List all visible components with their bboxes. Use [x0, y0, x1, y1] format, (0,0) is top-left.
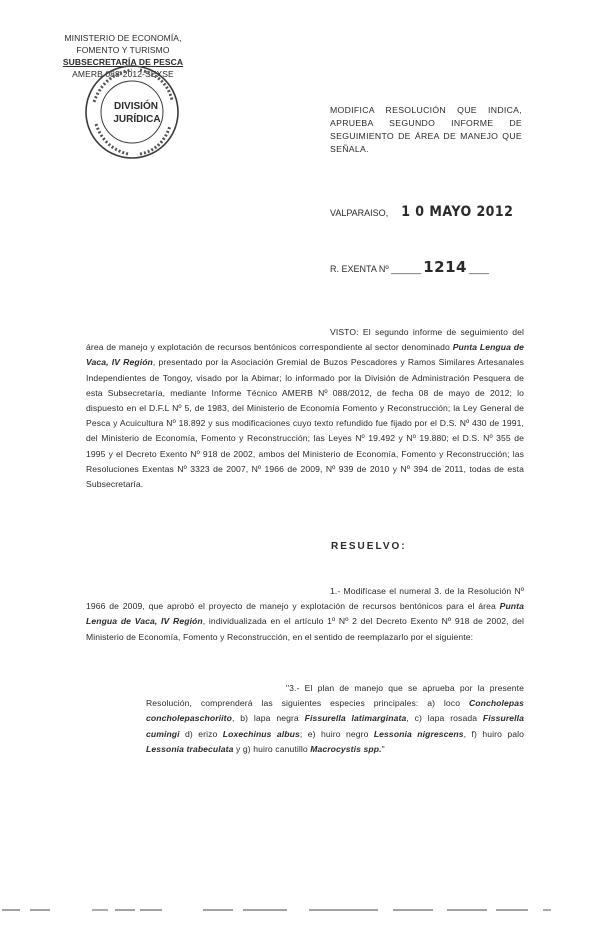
subject-heading: MODIFICA RESOLUCIÓN QUE INDICA, APRUEBA SEGUNDO INFORME DE SEGUIMIENTO DE ÁREA DE MANEJO QUE SEÑALA.	[330, 105, 522, 154]
species-quote-paragraph	[146, 681, 524, 757]
footer-scan-dashes	[0, 905, 600, 915]
quote-text-5: ; e) huiro negro	[299, 728, 374, 739]
article-1-text-1: 1.- Modifícase el numeral 3. de la Resolución Nº 1966 de 2009, que aprobó el proyecto de manejo y explotación de recursos bentónicos para el área	[86, 586, 524, 612]
ministry-name-line2: FOMENTO Y TURISMO	[76, 45, 170, 55]
stamp-text-line1: DIVISIÓN	[114, 101, 158, 112]
species-huiro-canutillo: Macrocystis spp.	[310, 743, 382, 754]
article-1-paragraph	[86, 584, 524, 645]
place-and-date	[330, 204, 550, 220]
quote-text-8: "	[381, 743, 385, 754]
species-lapa-rosada: Fissurella cumingi	[146, 713, 525, 739]
date-stamp: 1 0 MAYO 2012	[400, 204, 514, 220]
species-lapa-negra: Fissurella latimarginata	[304, 713, 407, 724]
resolution-number-value: 1214	[423, 258, 467, 276]
quote-text-7: y g) huiro canutillo	[233, 743, 311, 754]
species-huiro-negro: Lessonia nigrescens	[373, 728, 464, 739]
article-1-area-name: Punta Lengua de Vaca, IV Región	[86, 601, 524, 627]
resuelvo-heading: RESUELVO:	[331, 541, 407, 552]
quote-text-2: , b) lapa negra	[231, 713, 305, 724]
juridical-division-stamp	[82, 62, 182, 162]
visto-text-2: , presentado por la Asociación Gremial de Buzos Pescadores y Ramos Similares Artesanales Independientes de Tongoy, visado por la Abimar; lo informado por la División de Administración Pesquera de esta Subsecretaría, mediante Informe Técnico AMERB Nº 088/2012, de fecha 08 de mayo de 2012; lo dispuesto en el D.F.L Nº 5, de 1983, del Ministerio de Economía Fomento y Reconstrucción; la Ley General de Pesca y Acuicultura Nº 18.892 y sus modificaciones cuyo texto refundido fue fijado por el D.S. Nº 430 de 1991, del Ministerio de Economía, Fomento y Reconstrucción; las Leyes Nº 19.492 y Nº 19.880; el D.S. Nº 355 de 1995 y el Decreto Exento Nº 918 de 2002, ambos del Ministerio de Economía, Fomento y Reconstrucción; las Resoluciones Exentas Nº 3323 de 2007, Nº 1966 de 2009, Nº 939 de 2010 y Nº 394 de 2011, todas de esta Subsecretaría.	[86, 357, 524, 490]
species-huiro-palo: Lessonia trabeculata	[146, 743, 234, 754]
quote-text-1: "3.- El plan de manejo que se aprueba por la presente Resolución, comprenderá las siguientes especies principales: a) loco	[146, 683, 524, 709]
article-1-text-2: , individualizada en el artículo 1º Nº 2 del Decreto Exento Nº 918 de 2002, del Ministerio de Economía, Fomento y Reconstrucción, en el sentido de reemplazarlo por el siguiente:	[86, 616, 525, 642]
species-loco: Concholepas concholepaschoriito	[146, 698, 524, 724]
visto-text-1: VISTO: El segundo informe de seguimiento del área de manejo y explotación de recursos bentónicos correspondiente al sector denominado	[86, 327, 524, 353]
quote-text-4: d) erizo	[179, 728, 223, 739]
visto-paragraph	[86, 325, 524, 492]
species-erizo: Loxechinus albus	[222, 728, 300, 739]
subsecretaria-name: SUBSECRETARÍA DE PESCA	[62, 57, 184, 67]
place: VALPARAISO,	[330, 208, 389, 218]
resolution-dashes-right: ____	[468, 264, 489, 274]
quote-text-3: , c) lapa rosada	[406, 713, 483, 724]
ministry-name-line1: MINISTERIO DE ECONOMÍA,	[64, 33, 182, 43]
resolution-label: R. EXENTA Nº	[330, 264, 389, 274]
reference-code: AMERB 088-2012-SEXSE	[72, 69, 174, 79]
visto-area-name: Punta Lengua de Vaca, IV Región	[86, 342, 525, 368]
stamp-text-line2: JURÍDICA	[113, 114, 161, 125]
quote-text-6: , f) huiro palo	[463, 728, 525, 739]
resolution-number	[330, 258, 550, 276]
resolution-dashes-left: ______	[391, 264, 422, 274]
stamp-seal	[82, 62, 182, 162]
